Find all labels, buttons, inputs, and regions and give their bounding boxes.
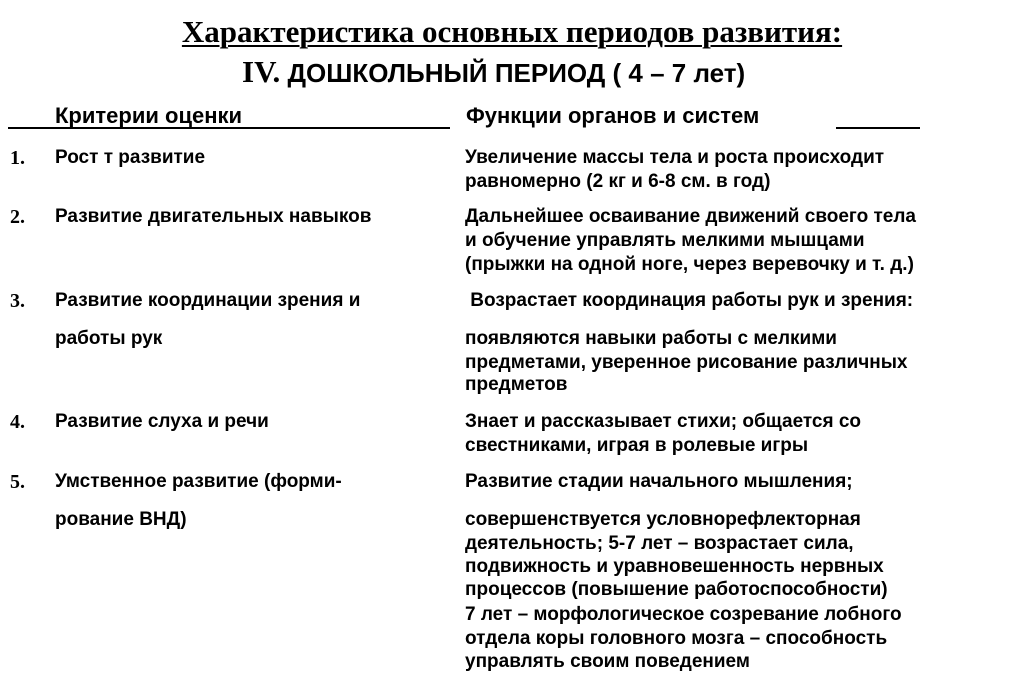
row-number: 5. <box>10 471 25 493</box>
function-line: свестниками, играя в ролевые игры <box>465 435 809 456</box>
function-line: Развитие стадии начального мышления; <box>465 471 853 492</box>
row-number: 1. <box>10 147 25 169</box>
function-line: деятельность; 5-7 лет – возрастает сила, <box>465 533 854 554</box>
criteria-line: Умственное развитие (форми- <box>55 471 342 492</box>
function-line: появляются навыки работы с мелкими <box>465 328 837 349</box>
column-header-functions: Функции органов и систем <box>466 103 760 128</box>
column-header-criteria: Критерии оценки <box>55 103 243 128</box>
function-line: (прыжки на одной ноге, через веревочку и т. д.) <box>465 254 914 275</box>
criteria-line: Развитие двигательных навыков <box>55 206 372 227</box>
criteria-line: работы рук <box>55 328 163 349</box>
criteria-line: рование ВНД) <box>55 509 187 530</box>
function-line: процессов (повышение работоспособности) <box>465 579 888 600</box>
function-line: Возрастает координация работы рук и зрения: <box>465 290 914 311</box>
function-line: 7 лет – морфологическое созревание лобного <box>465 604 902 625</box>
period-roman-numeral: IV. <box>242 54 281 89</box>
function-line: Знает и рассказывает стихи; общается со <box>465 411 862 432</box>
function-line: предметов <box>465 374 568 395</box>
row-number: 2. <box>10 206 25 228</box>
header-underline-left <box>8 127 450 129</box>
row-number: 4. <box>10 411 25 433</box>
function-line: Увеличение массы тела и роста происходит <box>465 147 885 168</box>
function-line: отдела коры головного мозга – способность <box>465 628 888 649</box>
function-line: и обучение управлять мелкими мышцами <box>465 230 865 251</box>
period-subtitle-text: ДОШКОЛЬНЫЙ ПЕРИОД ( 4 – 7 лет) <box>287 58 746 88</box>
function-line: предметами, уверенное рисование различных <box>465 352 908 373</box>
function-line: равномерно (2 кг и 6-8 см. в год) <box>465 171 771 192</box>
function-line: подвижность и уравновешенность нервных <box>465 556 884 577</box>
criteria-line: Развитие координации зрения и <box>55 290 361 311</box>
page-title: Характеристика основных периодов развития: <box>181 14 843 49</box>
row-number: 3. <box>10 290 25 312</box>
function-line: совершенствуется условнорефлекторная <box>465 509 861 530</box>
period-subtitle <box>242 56 745 89</box>
criteria-line: Развитие слуха и речи <box>55 411 269 432</box>
header-underline-right <box>836 127 920 129</box>
criteria-line: Рост т развитие <box>55 147 206 168</box>
function-line: управлять своим поведением <box>465 651 750 672</box>
function-line: Дальнейшее осваивание движений своего тела <box>465 206 916 227</box>
